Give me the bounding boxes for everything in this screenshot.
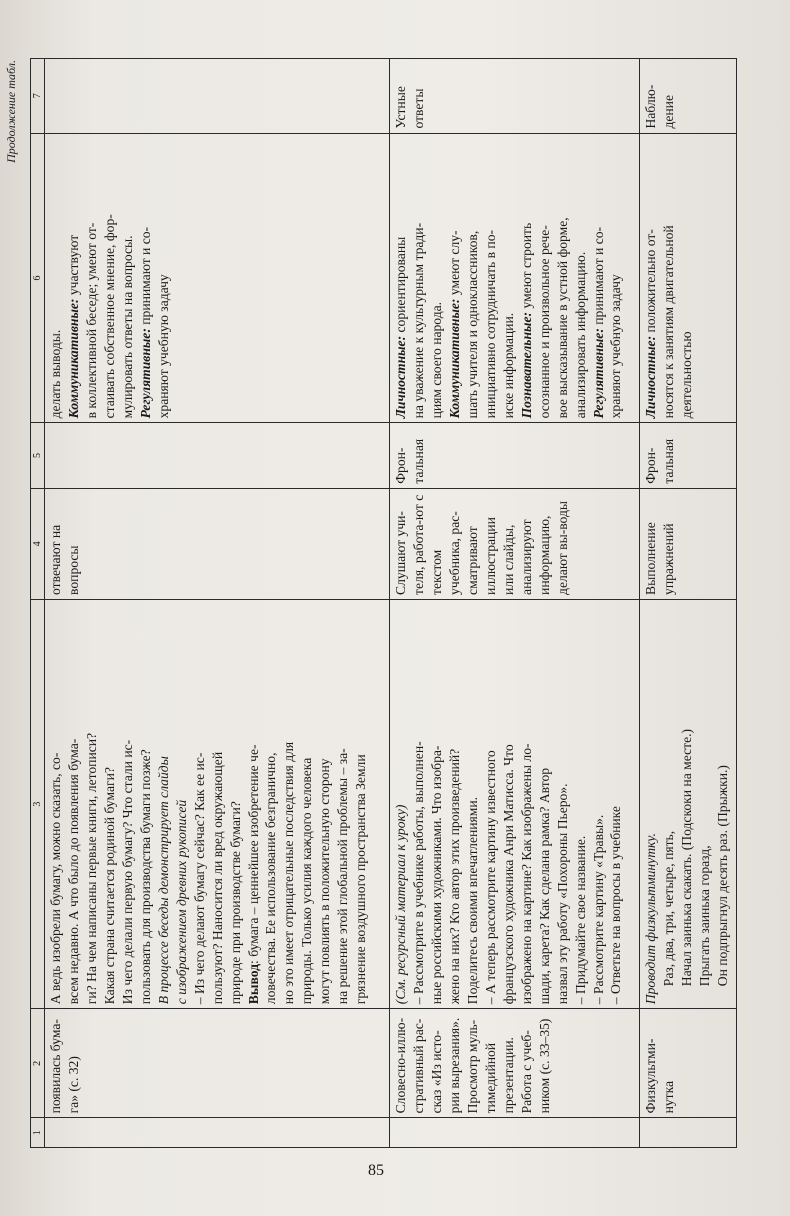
cell-line: французского художника Анри Матисса. Что	[500, 744, 516, 1005]
cell-line: – Придумайте свое название.	[572, 835, 588, 1005]
cell-line: стаивать собственное мнение, фор-	[102, 214, 117, 419]
cell-line	[590, 138, 608, 419]
cell-col1	[45, 1118, 390, 1148]
cell-line	[446, 138, 464, 419]
bold-term: Регулятивные:	[590, 328, 606, 419]
line-text: участвуют	[66, 234, 82, 299]
cell-line: Поделитесь своими впечатлениями.	[464, 796, 480, 1005]
table-row	[45, 59, 390, 1148]
cell-line: Из чего делали первую бумагу? Что стали ис-	[119, 739, 135, 1005]
table-row	[640, 59, 737, 1148]
cell-control: Наблю-дение	[640, 59, 737, 134]
cell-line: могут повлиять в положительную сторону	[317, 758, 333, 1005]
line-text: принимают и со-	[137, 226, 153, 329]
cell-line: изображено на картине? Как изображены ло-	[518, 743, 534, 1005]
lesson-table	[30, 58, 737, 1148]
cell-stage: Словесно-иллю-стративный рас-сказ «Из исто-рии вырезания». Просмотр муль-тимедийной презентации. Работа с учеб-ником (с. 33–35)	[390, 1009, 640, 1118]
column-number: 4	[31, 488, 45, 599]
cell-line: анализировать информацию.	[572, 251, 588, 419]
cell-line: пользуют? Наносится ли вред окружающей	[209, 751, 225, 1005]
cell-col1	[640, 1118, 737, 1148]
cell-line: ги? На чем написаны первые книги, летописи?	[84, 732, 100, 1005]
cell-line: Начал заинька скакать. (Подскоки на месте.)	[679, 728, 695, 987]
line-text: сориентированы	[393, 236, 409, 336]
cell-line: жено на них? Кто автор этих произведений?	[447, 748, 462, 1005]
cell-line: (См. ресурсный материал к уроку)	[393, 804, 409, 1005]
cell-line: природе при производстве бумаги?	[227, 801, 243, 1005]
cell-line	[65, 138, 83, 419]
cell-line: – А теперь рассмотрите картину известного	[482, 750, 498, 1005]
cell-line	[245, 604, 263, 1004]
cell-col1	[390, 1118, 640, 1148]
table-row	[390, 59, 640, 1148]
cell-student-activity: Слушают учи-теля, работа-ют с текстом учебника, рас-сматривают иллюстрации или слайды, анализируют информацию, делают вы-воды	[390, 488, 640, 599]
cell-line: Он подпрыгнул десять раз. (Прыжки.)	[714, 765, 730, 987]
line-text: положительно от-	[643, 229, 659, 336]
cell-line: на уважение к культурным тради-	[411, 222, 427, 419]
column-number-row	[31, 59, 45, 1148]
cell-line: ные российскими художниками. Что изобра-	[429, 745, 445, 1005]
cell-student-activity: Выполнение упражнений	[640, 488, 737, 599]
cell-line: всем недавно. А что было до появления бума-	[66, 738, 82, 1005]
cell-line: Прыгать заинька горазд,	[697, 845, 712, 987]
cell-line: – Рассмотрите в учебнике работы, выполнен-	[411, 741, 427, 1005]
cell-stage: появилась бума-га» (с. 32)	[45, 1009, 390, 1118]
line-text: : бумага – ценнейшее изобретение че-	[245, 744, 261, 964]
cell-uud	[45, 133, 390, 423]
cell-form	[45, 423, 390, 488]
line-text: умеют строить	[518, 222, 534, 312]
cell-line: Проводит физкультминутку.	[643, 833, 659, 1005]
page-number: 85	[368, 1162, 384, 1179]
cell-line: В процессе беседы демонстрирует слайды	[155, 756, 171, 1005]
cell-student-activity: отвечают на вопросы	[45, 488, 390, 599]
column-number: 7	[31, 59, 45, 134]
cell-line: мулировать ответы на вопросы.	[119, 235, 135, 419]
cell-line: деятельностью	[679, 331, 695, 419]
cell-line: ловечества. Ее использование безгранично,	[263, 752, 279, 1005]
cell-line: пользовать для производства бумаги позже?	[137, 749, 153, 1005]
cell-line: делать выводы.	[48, 329, 64, 419]
cell-line: храняют учебную задачу	[155, 274, 171, 419]
cell-teacher-activity	[390, 599, 640, 1008]
cell-line: иске информации.	[500, 312, 516, 419]
cell-line: в коллективной беседе; умеют от-	[84, 222, 100, 419]
bold-term: Коммуникативные:	[447, 298, 462, 419]
column-number: 3	[31, 599, 45, 1008]
bold-term: Регулятивные:	[137, 328, 153, 419]
cell-teacher-activity	[45, 599, 390, 1008]
cell-control: Устные ответы	[390, 59, 640, 134]
cell-line: храняют учебную задачу	[608, 274, 624, 419]
cell-line: вое высказывание в устной форме,	[554, 217, 570, 419]
cell-form: Фрон-тальная	[390, 423, 640, 488]
bold-term: Коммуникативные:	[66, 298, 82, 419]
cell-line	[518, 138, 536, 419]
cell-line: грязнение воздушного пространства Земли	[353, 754, 369, 1005]
column-number: 1	[31, 1118, 45, 1148]
line-text: принимают и со-	[590, 226, 606, 329]
cell-line: циям своего народа.	[429, 301, 445, 419]
cell-line: Какая страна считается родиной бумаги?	[102, 767, 117, 1005]
cell-form: Фрон-тальная	[640, 423, 737, 488]
cell-line: осознанное и произвольное рече-	[536, 225, 552, 419]
column-number: 6	[31, 133, 45, 423]
cell-line: с изображением древних рукописей	[173, 799, 189, 1005]
cell-line: шади, карета? Как сделана рамка? Автор	[536, 767, 552, 1005]
cell-line: шать учителя и одноклассников,	[464, 230, 480, 419]
cell-uud	[390, 133, 640, 423]
bold-term: Познавательные:	[518, 311, 534, 419]
cell-line: назвал эту работу «Похороны Пьеро».	[554, 783, 570, 1005]
cell-line: природы. Только усилия каждого человека	[299, 757, 315, 1005]
cell-control	[45, 59, 390, 134]
cell-stage: Физкультми-нутка	[640, 1009, 737, 1118]
cell-line: инициативно сотрудничать в по-	[482, 229, 498, 419]
rotated-table-wrapper	[4, 58, 730, 1148]
cell-line: носятся к занятиям двигательной	[661, 225, 677, 419]
column-number: 5	[31, 423, 45, 488]
cell-line	[642, 138, 660, 419]
cell-uud	[640, 133, 737, 423]
column-number: 2	[31, 1009, 45, 1118]
bold-term: Личностные:	[393, 335, 409, 419]
bold-term: Личностные:	[643, 335, 659, 419]
cell-line	[392, 138, 410, 419]
cell-line: Раз, два, три, четыре, пять,	[661, 830, 677, 987]
line-text: умеют слу-	[447, 230, 462, 299]
cell-line: но это имеет отрицательные последствия для	[281, 741, 297, 1005]
cell-line: на решение этой глобальной проблемы – за-	[335, 748, 351, 1005]
bold-term: Вывод	[245, 963, 261, 1005]
cell-line	[137, 138, 155, 419]
cell-line: А ведь изобрели бумагу, можно сказать, со-	[48, 752, 64, 1005]
cell-line: – Из чего делают бумагу сейчас? Как ее ис-	[191, 752, 207, 1005]
running-head: Продолжение табл.	[4, 60, 18, 163]
cell-line: – Рассмотрите картину «Травы».	[590, 814, 606, 1005]
cell-teacher-activity	[640, 599, 737, 1008]
cell-line: – Ответьте на вопросы в учебнике	[608, 806, 624, 1005]
